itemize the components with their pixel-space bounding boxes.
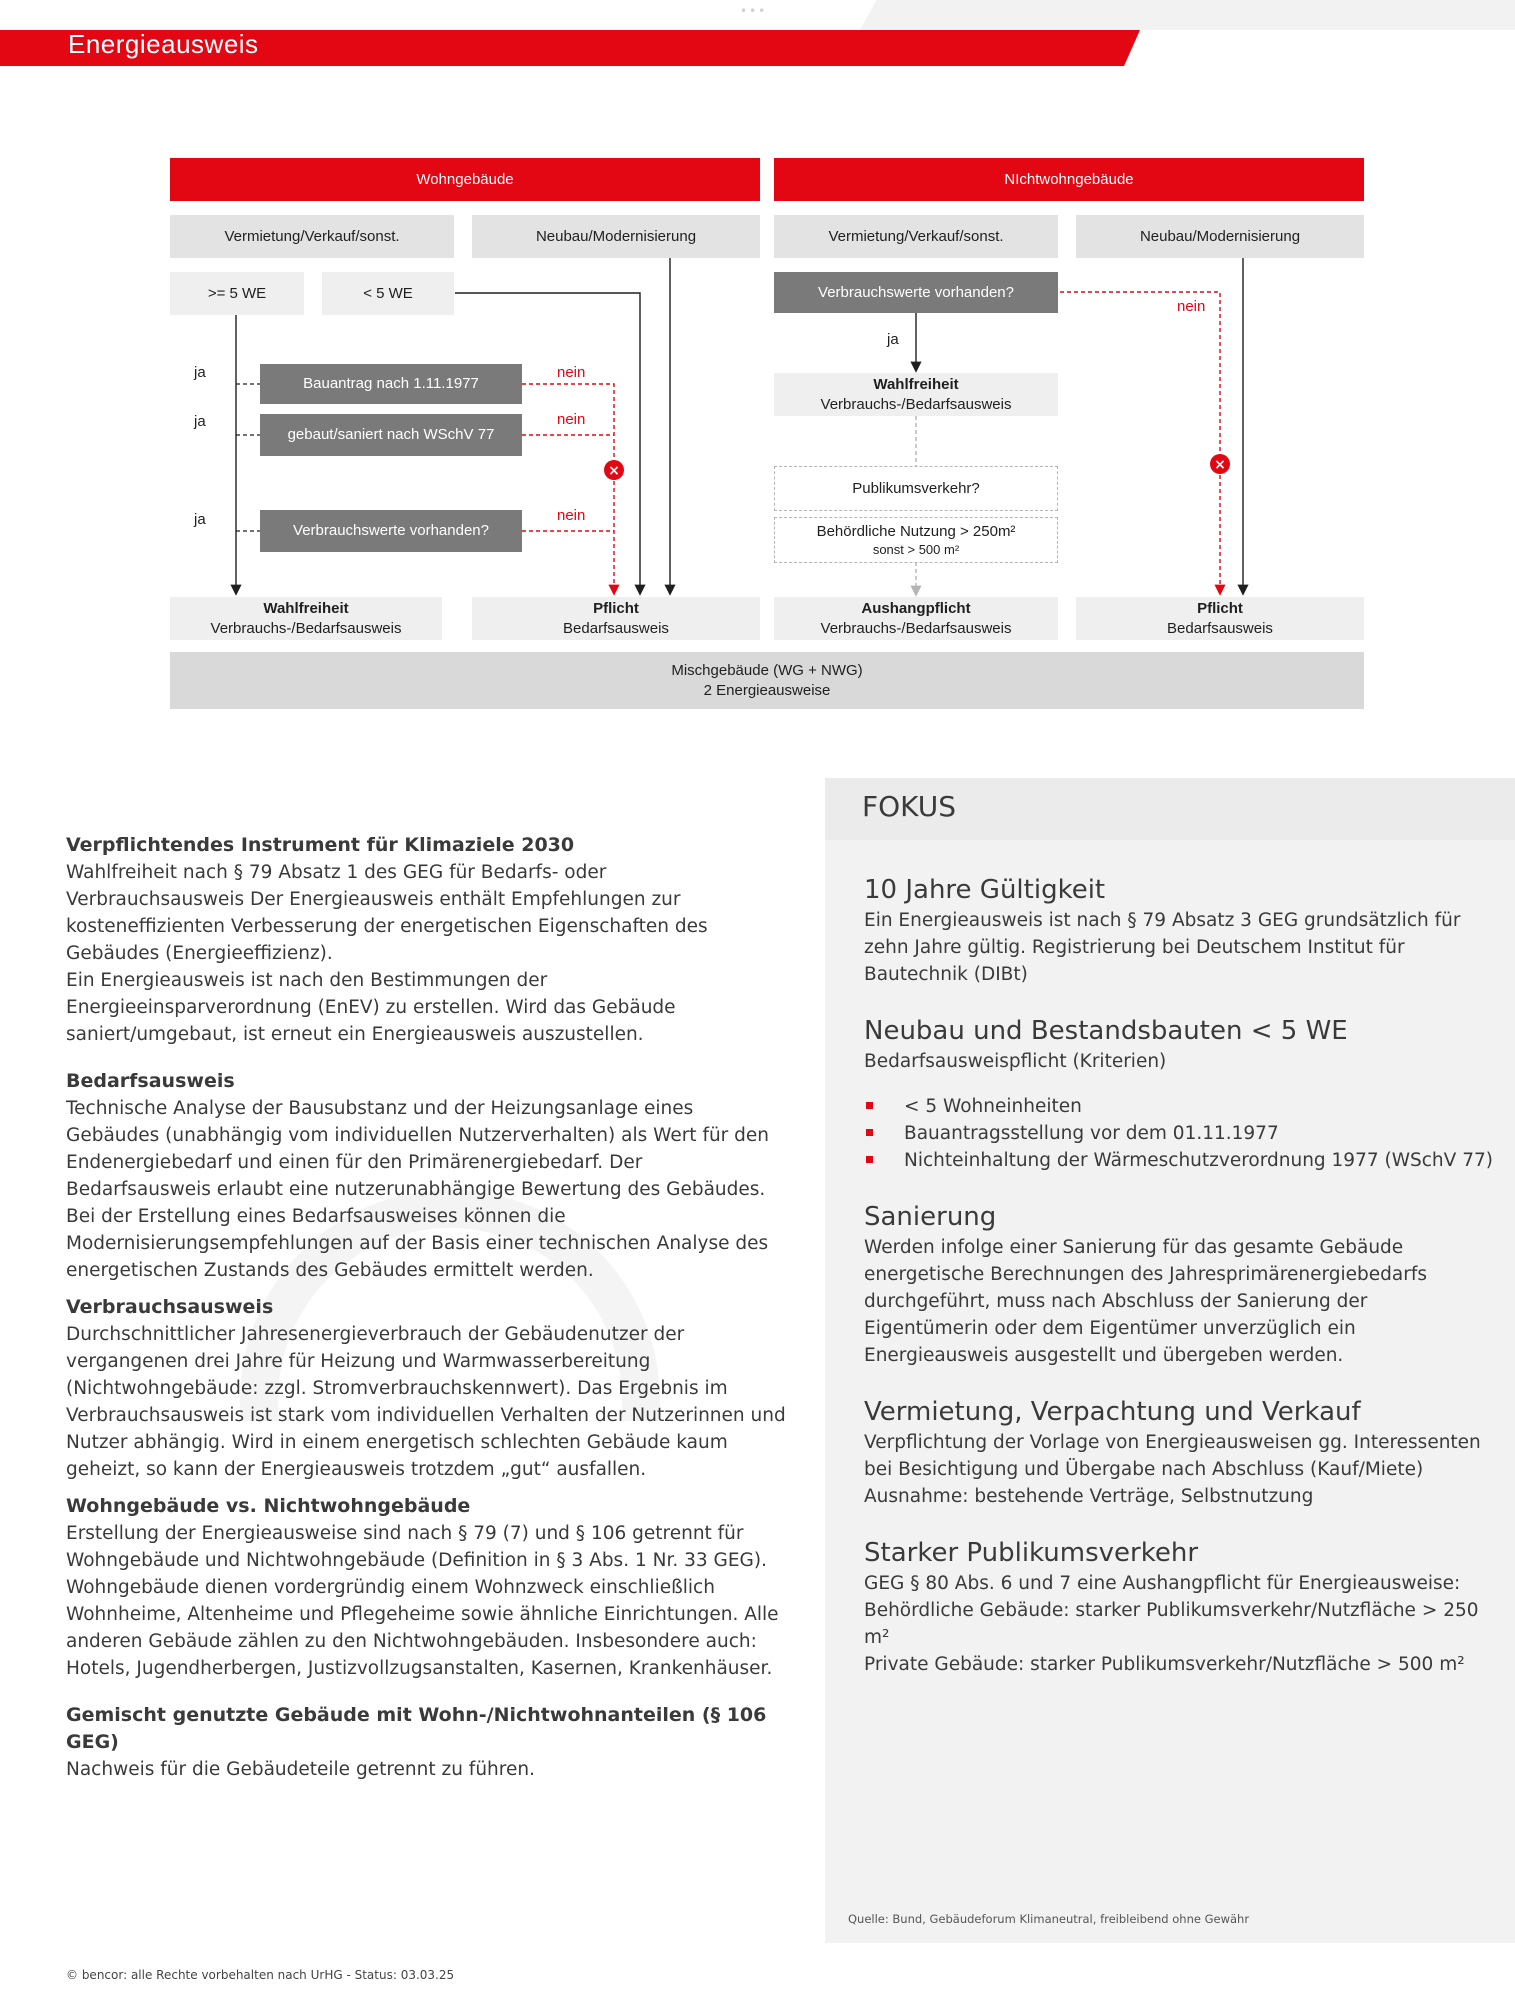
misch-line2: 2 Energieausweise xyxy=(703,681,831,699)
fokus-paragraph: GEG § 80 Abs. 6 und 7 eine Aushangpflicht für Energieausweise: xyxy=(864,1573,1461,1594)
fokus-section-title: Vermietung, Verpachtung und Verkauf xyxy=(864,1397,1361,1427)
section-title: Gemischt genutzte Gebäude mit Wohn-/Nichtwohnanteilen (§ 106 GEG) xyxy=(66,1704,767,1753)
svg-text:×: × xyxy=(1214,457,1226,473)
header-dots: ••• xyxy=(740,4,768,18)
ja-label-nwg: ja xyxy=(887,331,899,348)
behoerdlich-line1: Behördliche Nutzung > 250m² xyxy=(816,523,1016,540)
nwg-wahlfreiheit-box xyxy=(774,373,1058,416)
ja-label-1: ja xyxy=(194,364,206,381)
wg-wahlfreiheit-title: Wahlfreiheit xyxy=(263,599,349,617)
wg-pflicht-box xyxy=(472,597,760,640)
behoerdlich-box xyxy=(774,517,1058,563)
nwg-vermietung-box: Vermietung/Verkauf/sonst. xyxy=(774,215,1058,258)
section-paragraph: Technische Analyse der Bausubstanz und der Heizungsanlage eines Gebäudes (unabhängig vom individuellen Nutzerverhalten) als Wert für den Endenergiebedarf und einen für den Primärenergiebedarf. Der Bedarfsausweis erlaubt eine nutzerunabhängige Bewertung des Gebäudes. Bei der Erstellung eines Bedarfsausweises können die Modernisierungsempfehlungen auf der Basis einer technischen Analyse des energetischen Zustands des Gebäudes ermittelt werden. xyxy=(66,1098,770,1281)
nwg-pflicht-sub: Bedarfsausweis xyxy=(1167,619,1273,637)
section-verbrauchsausweis xyxy=(66,1294,786,1483)
fokus-paragraph: Behördliche Gebäude: starker Publikumsverkehr/Nutzfläche > 250 m² xyxy=(864,1600,1479,1648)
fokus-neubau xyxy=(864,1014,1494,1174)
fokus-publikum xyxy=(864,1536,1494,1678)
section-wg-vs-nwg xyxy=(66,1493,786,1682)
gebaut-box: gebaut/saniert nach WSchV 77 xyxy=(260,414,522,456)
fokus-paragraph: Werden infolge einer Sanierung für das gesamte Gebäude energetische Berechnungen des Jahresprimärenergiebedarfs durchgeführt, muss nach Abschluss der Sanierung der Eigentümerin oder dem Eigentümer unverzüglich ein Energieausweis ausgestellt und übergeben werden. xyxy=(864,1237,1427,1366)
fokus-sanierung xyxy=(864,1200,1494,1369)
section-title: Verbrauchsausweis xyxy=(66,1296,274,1318)
ge5we-box: >= 5 WE xyxy=(170,272,304,315)
wg-verbrauch-box: Verbrauchswerte vorhanden? xyxy=(260,510,522,552)
fokus-paragraph: Verpflichtung der Vorlage von Energieausweisen gg. Interessenten bei Besichtigung und Übergabe nach Abschluss (Kauf/Miete) Ausnahme: bestehende Verträge, Selbstnutzung xyxy=(864,1432,1481,1507)
section-title: Verpflichtendes Instrument für Klimaziele 2030 xyxy=(66,834,575,856)
fokus-section-title: 10 Jahre Gültigkeit xyxy=(864,875,1106,905)
mischgebaeude-box xyxy=(170,652,1364,709)
fokus-paragraph: Private Gebäude: starker Publikumsverkehr/Nutzfläche > 500 m² xyxy=(864,1654,1465,1675)
left-text-column xyxy=(66,832,786,1803)
section-paragraph: Nachweis für die Gebäudeteile getrennt zu führen. xyxy=(66,1759,535,1780)
wohngebaeude-header: Wohngebäude xyxy=(170,158,760,201)
fokus-paragraph: Ein Energieausweis ist nach § 79 Absatz 3 GEG grundsätzlich für zehn Jahre gültig. Registrierung bei Deutschem Institut für Bautechnik (DIBt) xyxy=(864,910,1461,985)
nwg-pflicht-box xyxy=(1076,597,1364,640)
flow-diagram xyxy=(0,0,1515,720)
section-klimaziele xyxy=(66,832,786,1048)
nein-label-3: nein xyxy=(557,507,586,524)
section-paragraph: Durchschnittlicher Jahresenergieverbrauch der Gebäudenutzer der vergangenen drei Jahre für Heizung und Warmwasserbereitung (Nichtwohngebäude: zzgl. Stromverbrauchskennwert). Das Ergebnis im Verbrauchsausweis ist stark vom individuellen Verhalten der Nutzerinnen und Nutzer abhängig. Wird in einem energetisch schlechten Gebäude kaum geheizt, so kann der Energieausweis trotzdem „gut“ ausfallen. xyxy=(66,1324,786,1480)
fokus-section-title: Sanierung xyxy=(864,1202,997,1232)
aushang-box xyxy=(774,597,1058,640)
fokus-content xyxy=(864,873,1494,1704)
list-item: < 5 Wohneinheiten xyxy=(864,1093,1494,1120)
nichtwohngebaeude-header: NIchtwohngebäude xyxy=(774,158,1364,201)
list-item: Bauantragsstellung vor dem 01.11.1977 xyxy=(864,1120,1494,1147)
fokus-paragraph: Bedarfsausweispflicht (Kriterien) xyxy=(864,1051,1167,1072)
nwg-pflicht-title: Pflicht xyxy=(1197,599,1243,617)
fokus-title: FOKUS xyxy=(862,790,957,823)
behoerdlich-line2: sonst > 500 m² xyxy=(872,542,960,557)
criteria-list xyxy=(864,1093,1494,1174)
section-paragraph: Wahlfreiheit nach § 79 Absatz 1 des GEG für Bedarfs- oder Verbrauchsausweis Der Energieausweis enthält Empfehlungen zur kosteneffizienten Verbesserung der energetischen Eigenschaften des Gebäudes (Energieeffizienz). xyxy=(66,862,708,964)
footer-copyright: © bencor: alle Rechte vorbehalten nach UrHG - Status: 03.03.25 xyxy=(66,1968,455,1982)
wg-vermietung-box: Vermietung/Verkauf/sonst. xyxy=(170,215,454,258)
wg-pflicht-sub: Bedarfsausweis xyxy=(563,619,669,637)
wg-wahlfreiheit-box xyxy=(170,597,442,640)
wg-wahlfreiheit-sub: Verbrauchs-/Bedarfsausweis xyxy=(210,619,402,637)
source-note: Quelle: Bund, Gebäudeforum Klimaneutral, freibleibend ohne Gewähr xyxy=(848,1912,1250,1926)
nein-label-1: nein xyxy=(557,364,586,381)
fokus-section-title: Neubau und Bestandsbauten < 5 WE xyxy=(864,1016,1348,1046)
nwg-neubau-box: Neubau/Modernisierung xyxy=(1076,215,1364,258)
fokus-gueltigkeit xyxy=(864,873,1494,988)
nwg-wahlfreiheit-sub: Verbrauchs-/Bedarfsausweis xyxy=(820,395,1012,413)
wg-neubau-box: Neubau/Modernisierung xyxy=(472,215,760,258)
misch-line1: Mischgebäude (WG + NWG) xyxy=(671,661,863,679)
nwg-wahlfreiheit-title: Wahlfreiheit xyxy=(873,375,959,393)
section-bedarfsausweis xyxy=(66,1068,786,1284)
list-item: Nichteinhaltung der Wärmeschutzverordnung 1977 (WSchV 77) xyxy=(864,1147,1494,1174)
publikum-box: Publikumsverkehr? xyxy=(774,466,1058,511)
section-gemischt xyxy=(66,1702,786,1783)
aushang-sub: Verbrauchs-/Bedarfsausweis xyxy=(820,619,1012,637)
page-title: Energieausweis xyxy=(68,29,259,59)
wg-pflicht-title: Pflicht xyxy=(593,599,639,617)
nwg-verbrauch-box: Verbrauchswerte vorhanden? xyxy=(774,272,1058,313)
section-paragraph: Ein Energieausweis ist nach den Bestimmungen der Energieeinsparverordnung (EnEV) zu erstellen. Wird das Gebäude saniert/umgebaut, ist erneut ein Energieausweis auszustellen. xyxy=(66,970,676,1045)
svg-text:×: × xyxy=(608,463,620,479)
ja-label-3: ja xyxy=(194,511,206,528)
ja-label-2: ja xyxy=(194,413,206,430)
nein-label-2: nein xyxy=(557,411,586,428)
bauantrag-box: Bauantrag nach 1.11.1977 xyxy=(260,364,522,404)
aushang-title: Aushangpflicht xyxy=(861,599,971,617)
section-title: Wohngebäude vs. Nichtwohngebäude xyxy=(66,1495,471,1517)
section-title: Bedarfsausweis xyxy=(66,1070,235,1092)
nein-label-nwg: nein xyxy=(1177,298,1206,315)
fokus-section-title: Starker Publikumsverkehr xyxy=(864,1538,1199,1568)
section-paragraph: Erstellung der Energieausweise sind nach § 79 (7) und § 106 getrennt für Wohngebäude und Nichtwohngebäude (Definition in § 3 Abs. 1 Nr. 33 GEG). Wohngebäude dienen vordergründig einem Wohnzweck einschließlich Wohnheime, Altenheime und Pflegeheime sowie ähnliche Einrichtungen. Alle anderen Gebäude zählen zu den Nichtwohngebäuden. Insbesondere auch: Hotels, Jugendherbergen, Justizvollzugsanstalten, Kasernen, Krankenhäuser. xyxy=(66,1523,779,1679)
lt5we-box: < 5 WE xyxy=(322,272,454,315)
fokus-vermietung xyxy=(864,1395,1494,1510)
